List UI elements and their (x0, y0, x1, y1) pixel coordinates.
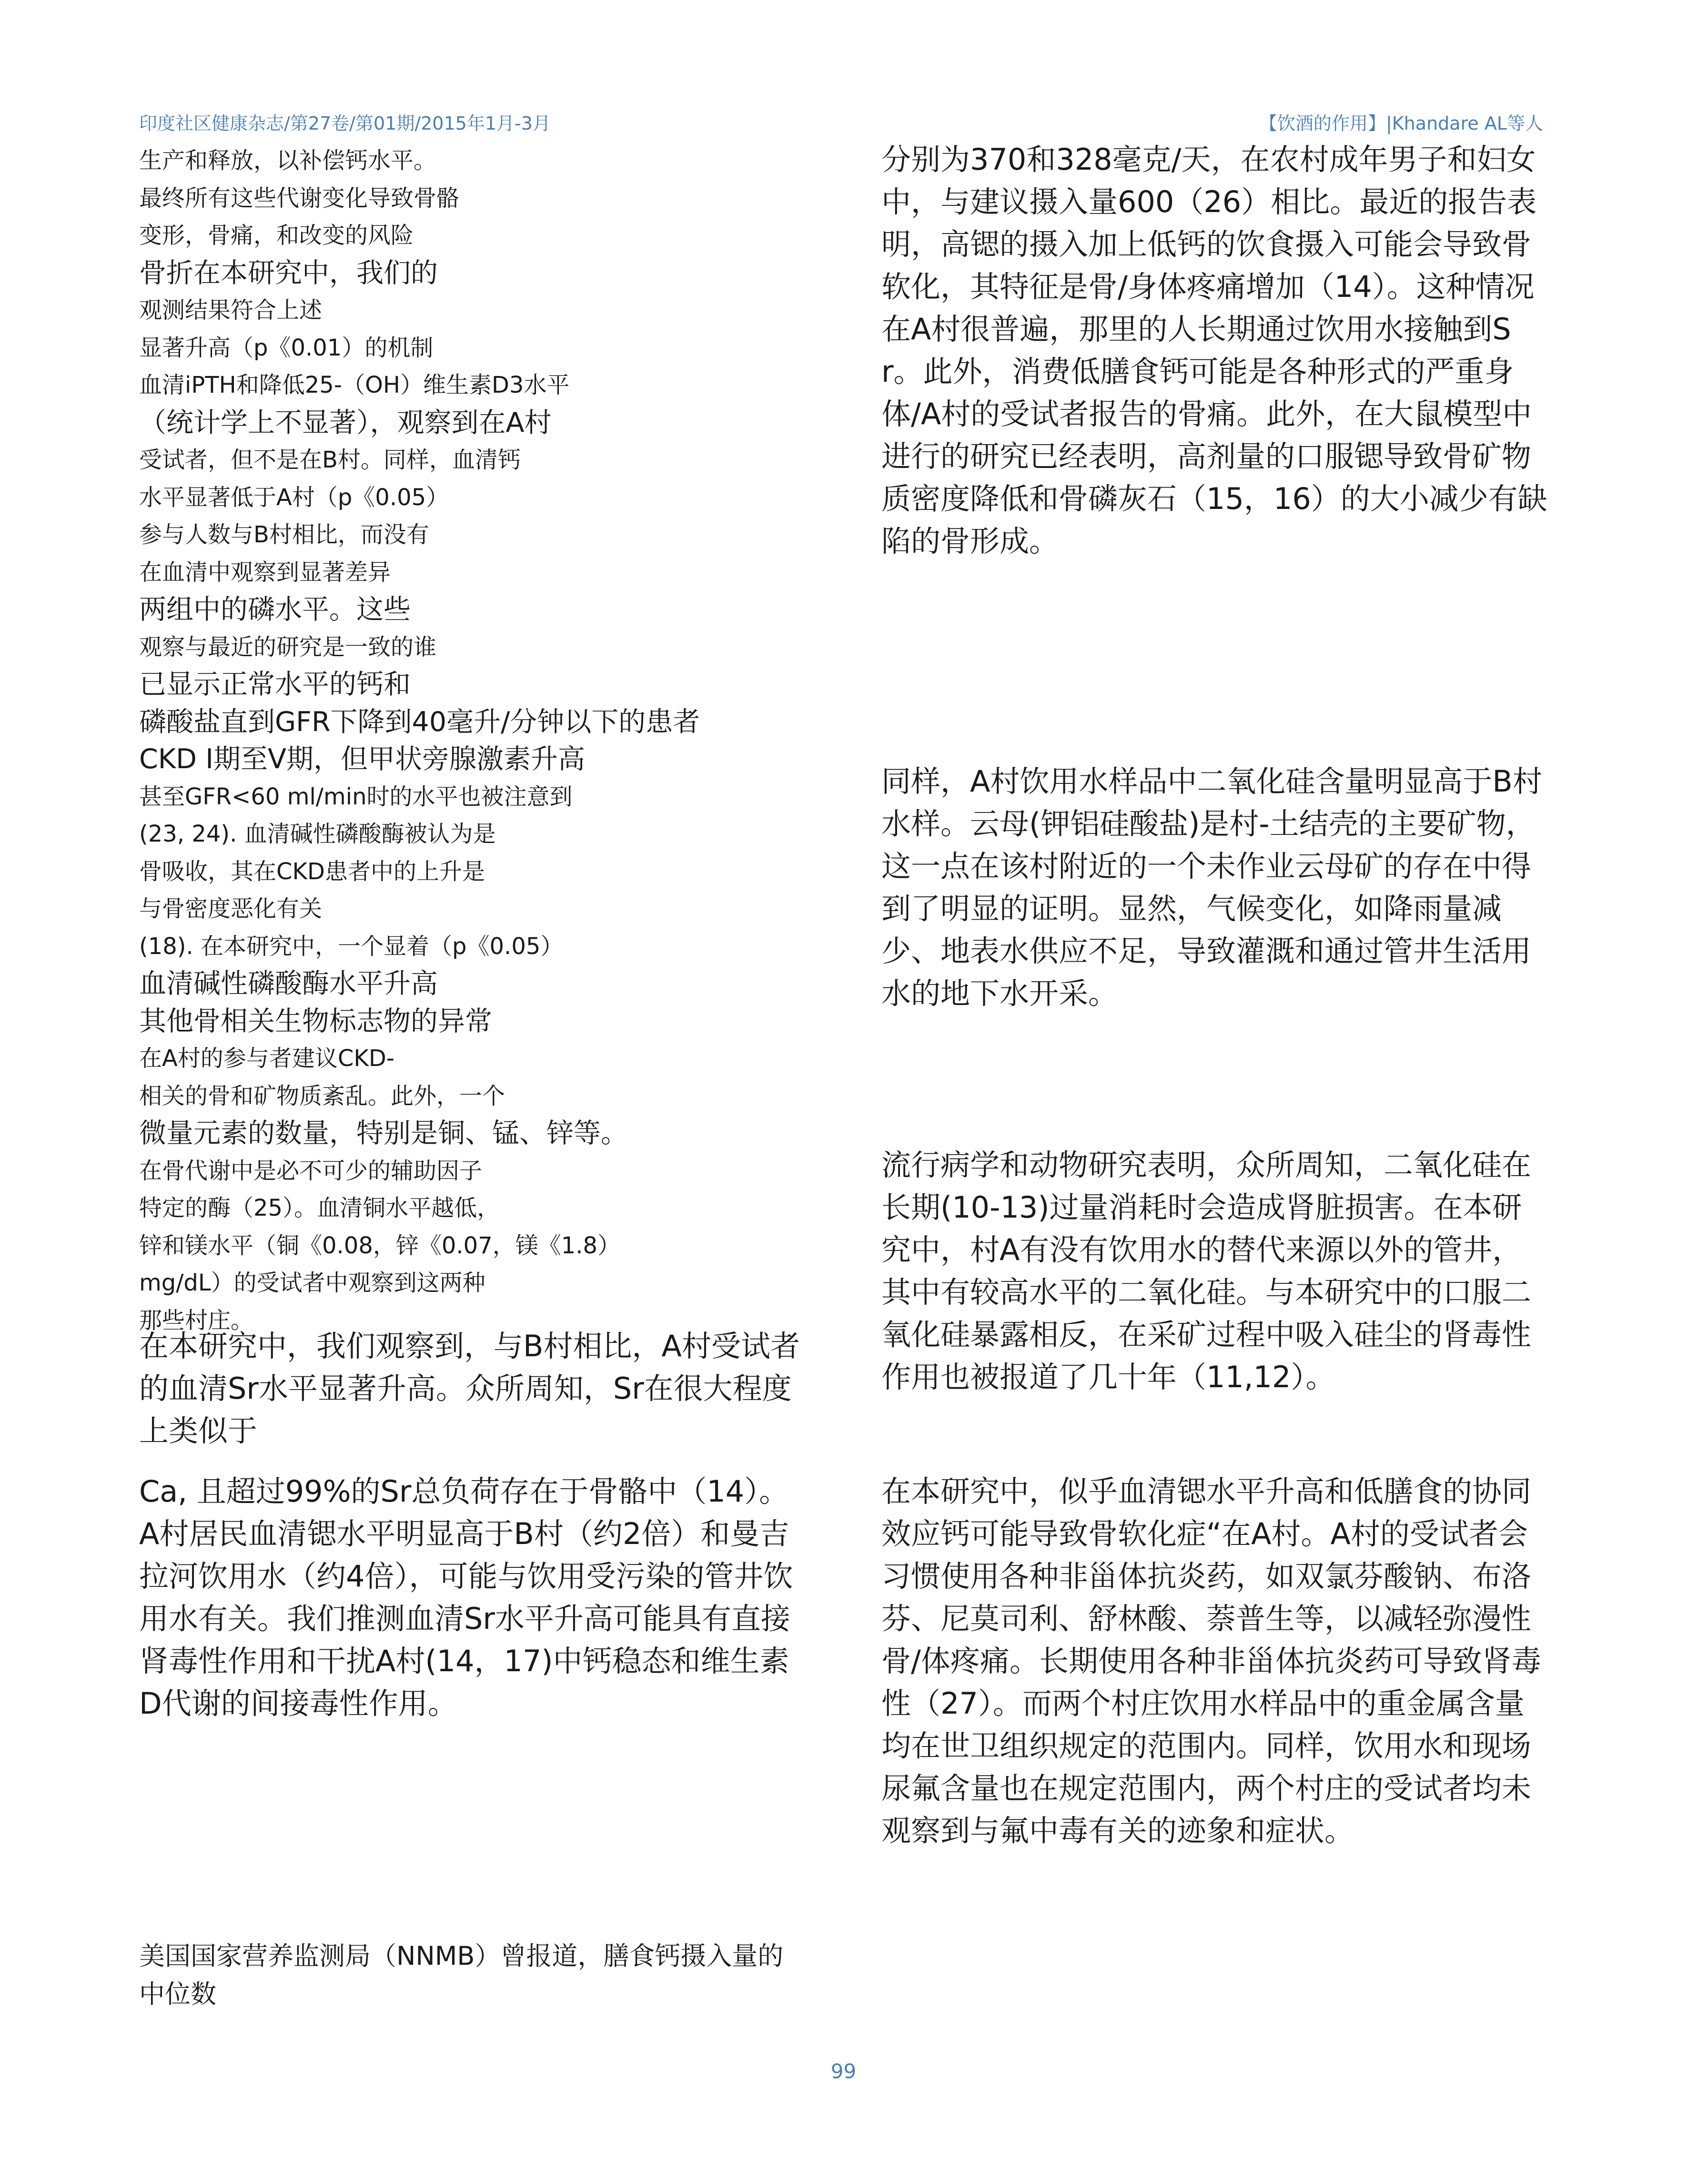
left-column-lines (139, 142, 816, 1339)
text-line: 受试者，但不是在B村。同样，血清钙 (139, 447, 521, 473)
text-line: 骨折在本研究中，我们的 (139, 257, 438, 289)
text-line: 特定的酶（25）。血清铜水平越低， (139, 1195, 500, 1221)
text-line: 磷酸盐直到GFR下降到40毫升/分钟以下的患者 (139, 706, 700, 738)
text-line: 参与人数与B村相比，而没有 (139, 521, 429, 548)
text-line: 微量元素的数量，特别是铜、锰、锌等。 (139, 1117, 628, 1149)
text-line: 血清iPTH和降低25-（OH）维生素D3水平 (139, 372, 570, 398)
journal-header: 印度社区健康杂志/第27卷/第01期/2015年1月-3月 (139, 113, 551, 134)
paragraph-silica-water: 同样，A村饮用水样品中二氧化硅含量明显高于B村水样。云母(钾铝硅酸盐)是村-土结壳的主要矿物，这一点在该村附近的一个未作业云母矿的存在中得到了明显的证明。显然，气候变化，如降雨量减少、地表水供应不足，导致灌溉和通过管井生活用水的地下水开采。 (881, 764, 1542, 1011)
text-line: 相关的骨和矿物质紊乱。此外，一个 (139, 1082, 505, 1109)
text-line: 在血清中观察到显著差异 (139, 559, 391, 586)
article-header: 【饮酒的作用】|Khandare AL等人 (1259, 113, 1543, 134)
paragraph-silica-kidney: 流行病学和动物研究表明，众所周知，二氧化硅在长期(10-13)过量消耗时会造成肾脏损害。在本研究中，村A有没有饮用水的替代来源以外的管井，其中有较高水平的二氧化硅。与本研究中的口服二氧化硅暴露相反，在采矿过程中吸入硅尘的肾毒性作用也被报道了几十年（11,12）。 (881, 1148, 1532, 1394)
text-line: 生产和释放，以补偿钙水平。 (139, 147, 437, 174)
text-line: CKD I期至V期，但甲状旁腺激素升高 (139, 743, 585, 775)
text-line: 观测结果符合上述 (139, 297, 323, 324)
text-line: 其他骨相关生物标志物的异常 (139, 1005, 492, 1037)
text-line: 锌和镁水平（铜《0.08，锌《0.07，镁《1.8） (139, 1232, 621, 1259)
text-line: 在骨代谢中是必不可少的辅助因子 (139, 1157, 483, 1184)
text-line: mg/dL）的受试者中观察到这两种 (139, 1270, 485, 1296)
paragraph-serum-sr: 在本研究中，我们观察到，与B村相比，A村受试者的血清Sr水平显著升高。众所周知，Sr在很大程度上类似于 (139, 1329, 800, 1448)
text-line: 观察与最近的研究是一致的谁 (139, 633, 437, 660)
text-line: 那些村庄。 (139, 1307, 254, 1334)
text-line: 在A村的参与者建议CKD- (139, 1045, 395, 1072)
text-line: 最终所有这些代谢变化导致骨骼 (139, 184, 460, 212)
text-line: 血清碱性磷酸酶水平升高 (139, 968, 438, 999)
paragraph-sr-bone: Ca, 且超过99%的Sr总负荷存在于骨骼中（14）。A村居民血清锶水平明显高于B村（约2倍）和曼吉拉河饮用水（约4倍），可能与饮用受污染的管井饮用水有关。我们推测血清Sr水平升高可能具有直接肾毒性作用和干扰A村(14，17)中钙稳态和维生素D代谢的间接毒性作用。 (139, 1474, 793, 1721)
text-line: (23, 24). 血清碱性磷酸酶被认为是 (139, 821, 496, 847)
paragraph-osteomalacia: 在本研究中，似乎血清锶水平升高和低膳食的协同效应钙可能导致骨软化症“在A村。A村的受试者会习惯使用各种非甾体抗炎药，如双氯芬酸钠、布洛芬、尼莫司利、舒林酸、萘普生等，以减轻弥漫性骨/体疼痛。长期使用各种非甾体抗炎药可导致肾毒性（27）。而两个村庄饮用水样品中的重金属含量均在世卫组织规定的范围内。同样，饮用水和现场尿氟含量也在规定范围内，两个村庄的受试者均未观察到与氟中毒有关的迹象和症状。 (881, 1474, 1541, 1848)
text-line: 骨吸收，其在CKD患者中的上升是 (139, 858, 485, 885)
text-line: 变形，骨痛，和改变的风险 (139, 222, 414, 249)
text-line: 水平显著低于A村（p《0.05） (139, 484, 449, 511)
text-line: 显著升高（p《0.01）的机制 (139, 334, 434, 361)
paragraph-calcium-intake: 分别为370和328毫克/天，在农村成年男子和妇女中，与建议摄入量600（26）相比。最近的报告表明，高锶的摄入加上低钙的饮食摄入可能会导致骨软化，其特征是骨/身体疼痛增加（14）。这种情况在A村很普遍，那里的人长期通过饮用水接触到Sr。此外，消费低膳食钙可能是各种形式的严重身体/A村的受试者报告的骨痛。此外，在大鼠模型中进行的研究已经表明，高剂量的口服锶导致骨矿物质密度降低和骨磷灰石（15，16）的大小减少有缺陷的骨形成。 (881, 142, 1547, 559)
text-line: （统计学上不显著），观察到在A村 (139, 406, 552, 438)
page-number: 99 (830, 2060, 857, 2083)
paragraph-nnmb: 美国国家营养监测局（NNMB）曾报道，膳食钙摄入量的中位数 (139, 1941, 784, 2009)
text-line: 两组中的磷水平。这些 (139, 594, 411, 625)
text-line: 与骨密度恶化有关 (139, 895, 323, 922)
text-line: 已显示正常水平的钙和 (139, 669, 411, 700)
text-line: 甚至GFR<60 ml/min时的水平也被注意到 (139, 783, 573, 810)
text-line: (18). 在本研究中，一个显着（p《0.05） (139, 933, 564, 960)
